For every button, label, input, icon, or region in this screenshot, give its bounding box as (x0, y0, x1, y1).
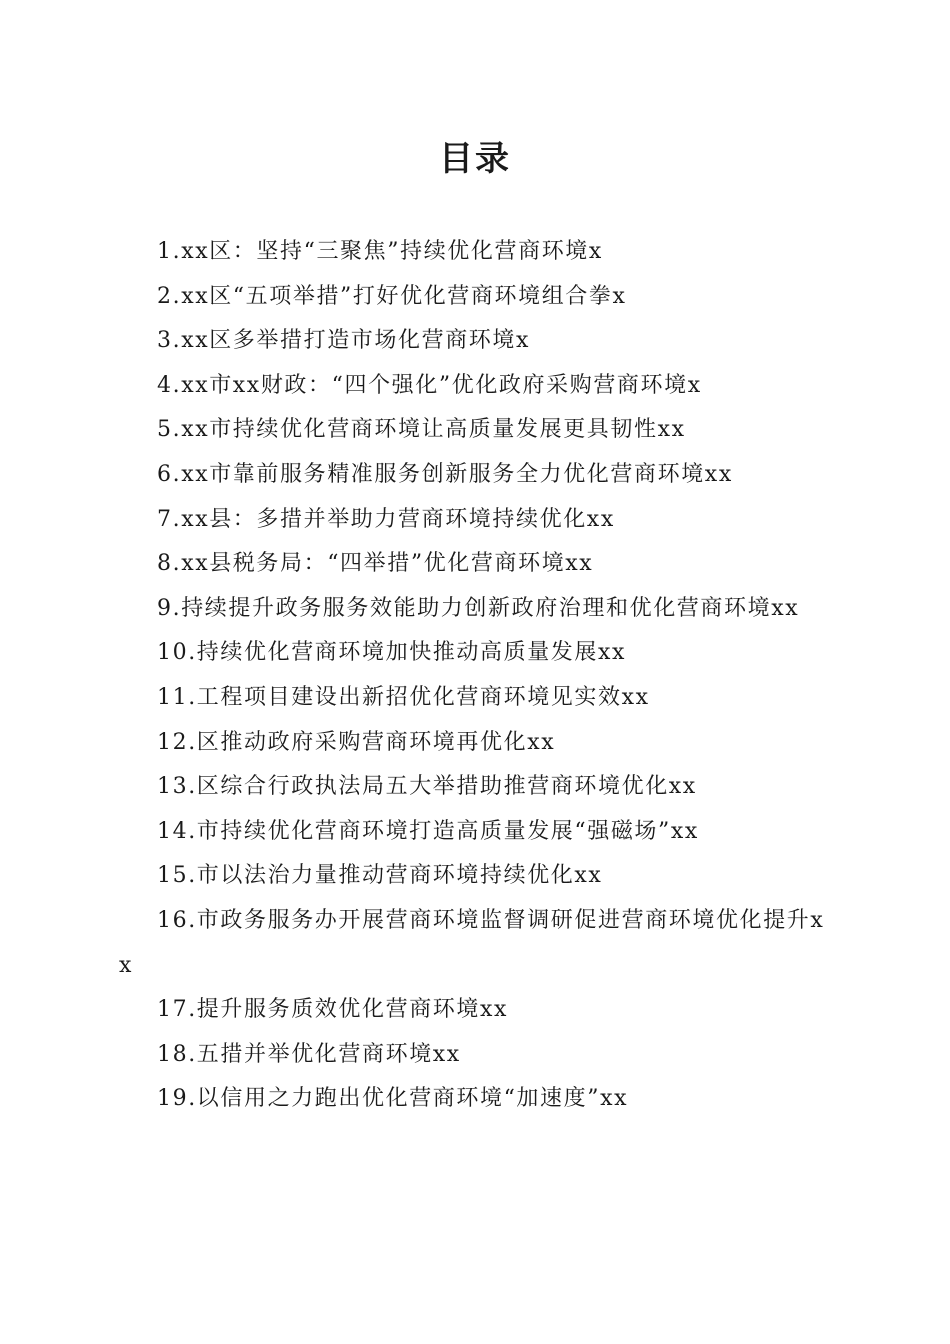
page-title: 目录 (439, 139, 511, 179)
toc-entry-3: 3.xx区多举措打造市场化营商环境x (157, 328, 531, 354)
toc-entry-9: 9.持续提升政务服务效能助力创新政府治理和优化营商环境xx (157, 595, 800, 621)
toc-entry-18: 18.五措并举优化营商环境xx (157, 1041, 461, 1067)
toc-entry-12: 12.区推动政府采购营商环境再优化xx (157, 729, 556, 755)
toc-entry-16: 16.市政务服务办开展营商环境监督调研促进营商环境优化提升xx (119, 907, 825, 978)
toc-entry-7: 7.xx县：多措并举助力营商环境持续优化xx (157, 506, 615, 532)
toc-entry-4: 4.xx市xx财政：“四个强化”优化政府采购营商环境x (157, 372, 702, 398)
toc-entry-14: 14.市持续优化营商环境打造高质量发展“强磁场”xx (157, 818, 699, 844)
table-of-contents (119, 230, 829, 1122)
toc-entry-6: 6.xx市靠前服务精准服务创新服务全力优化营商环境xx (157, 461, 733, 487)
toc-entry-17: 17.提升服务质效优化营商环境xx (157, 997, 509, 1023)
toc-entry-13: 13.区综合行政执法局五大举措助推营商环境优化xx (157, 774, 697, 800)
toc-entry-10: 10.持续优化营商环境加快推动高质量发展xx (157, 640, 627, 666)
toc-entry-5: 5.xx市持续优化营商环境让高质量发展更具韧性xx (157, 417, 686, 443)
toc-entry-1: 1.xx区：坚持“三聚焦”持续优化营商环境x (157, 239, 603, 264)
toc-entry-2: 2.xx区“五项举措”打好优化营商环境组合拳x (157, 283, 627, 309)
toc-entry-15: 15.市以法治力量推动营商环境持续优化xx (157, 863, 603, 889)
toc-entry-8: 8.xx县税务局：“四举措”优化营商环境xx (157, 551, 594, 577)
toc-entry-19: 19.以信用之力跑出优化营商环境“加速度”xx (157, 1086, 629, 1112)
toc-entry-11: 11.工程项目建设出新招优化营商环境见实效xx (157, 684, 650, 710)
